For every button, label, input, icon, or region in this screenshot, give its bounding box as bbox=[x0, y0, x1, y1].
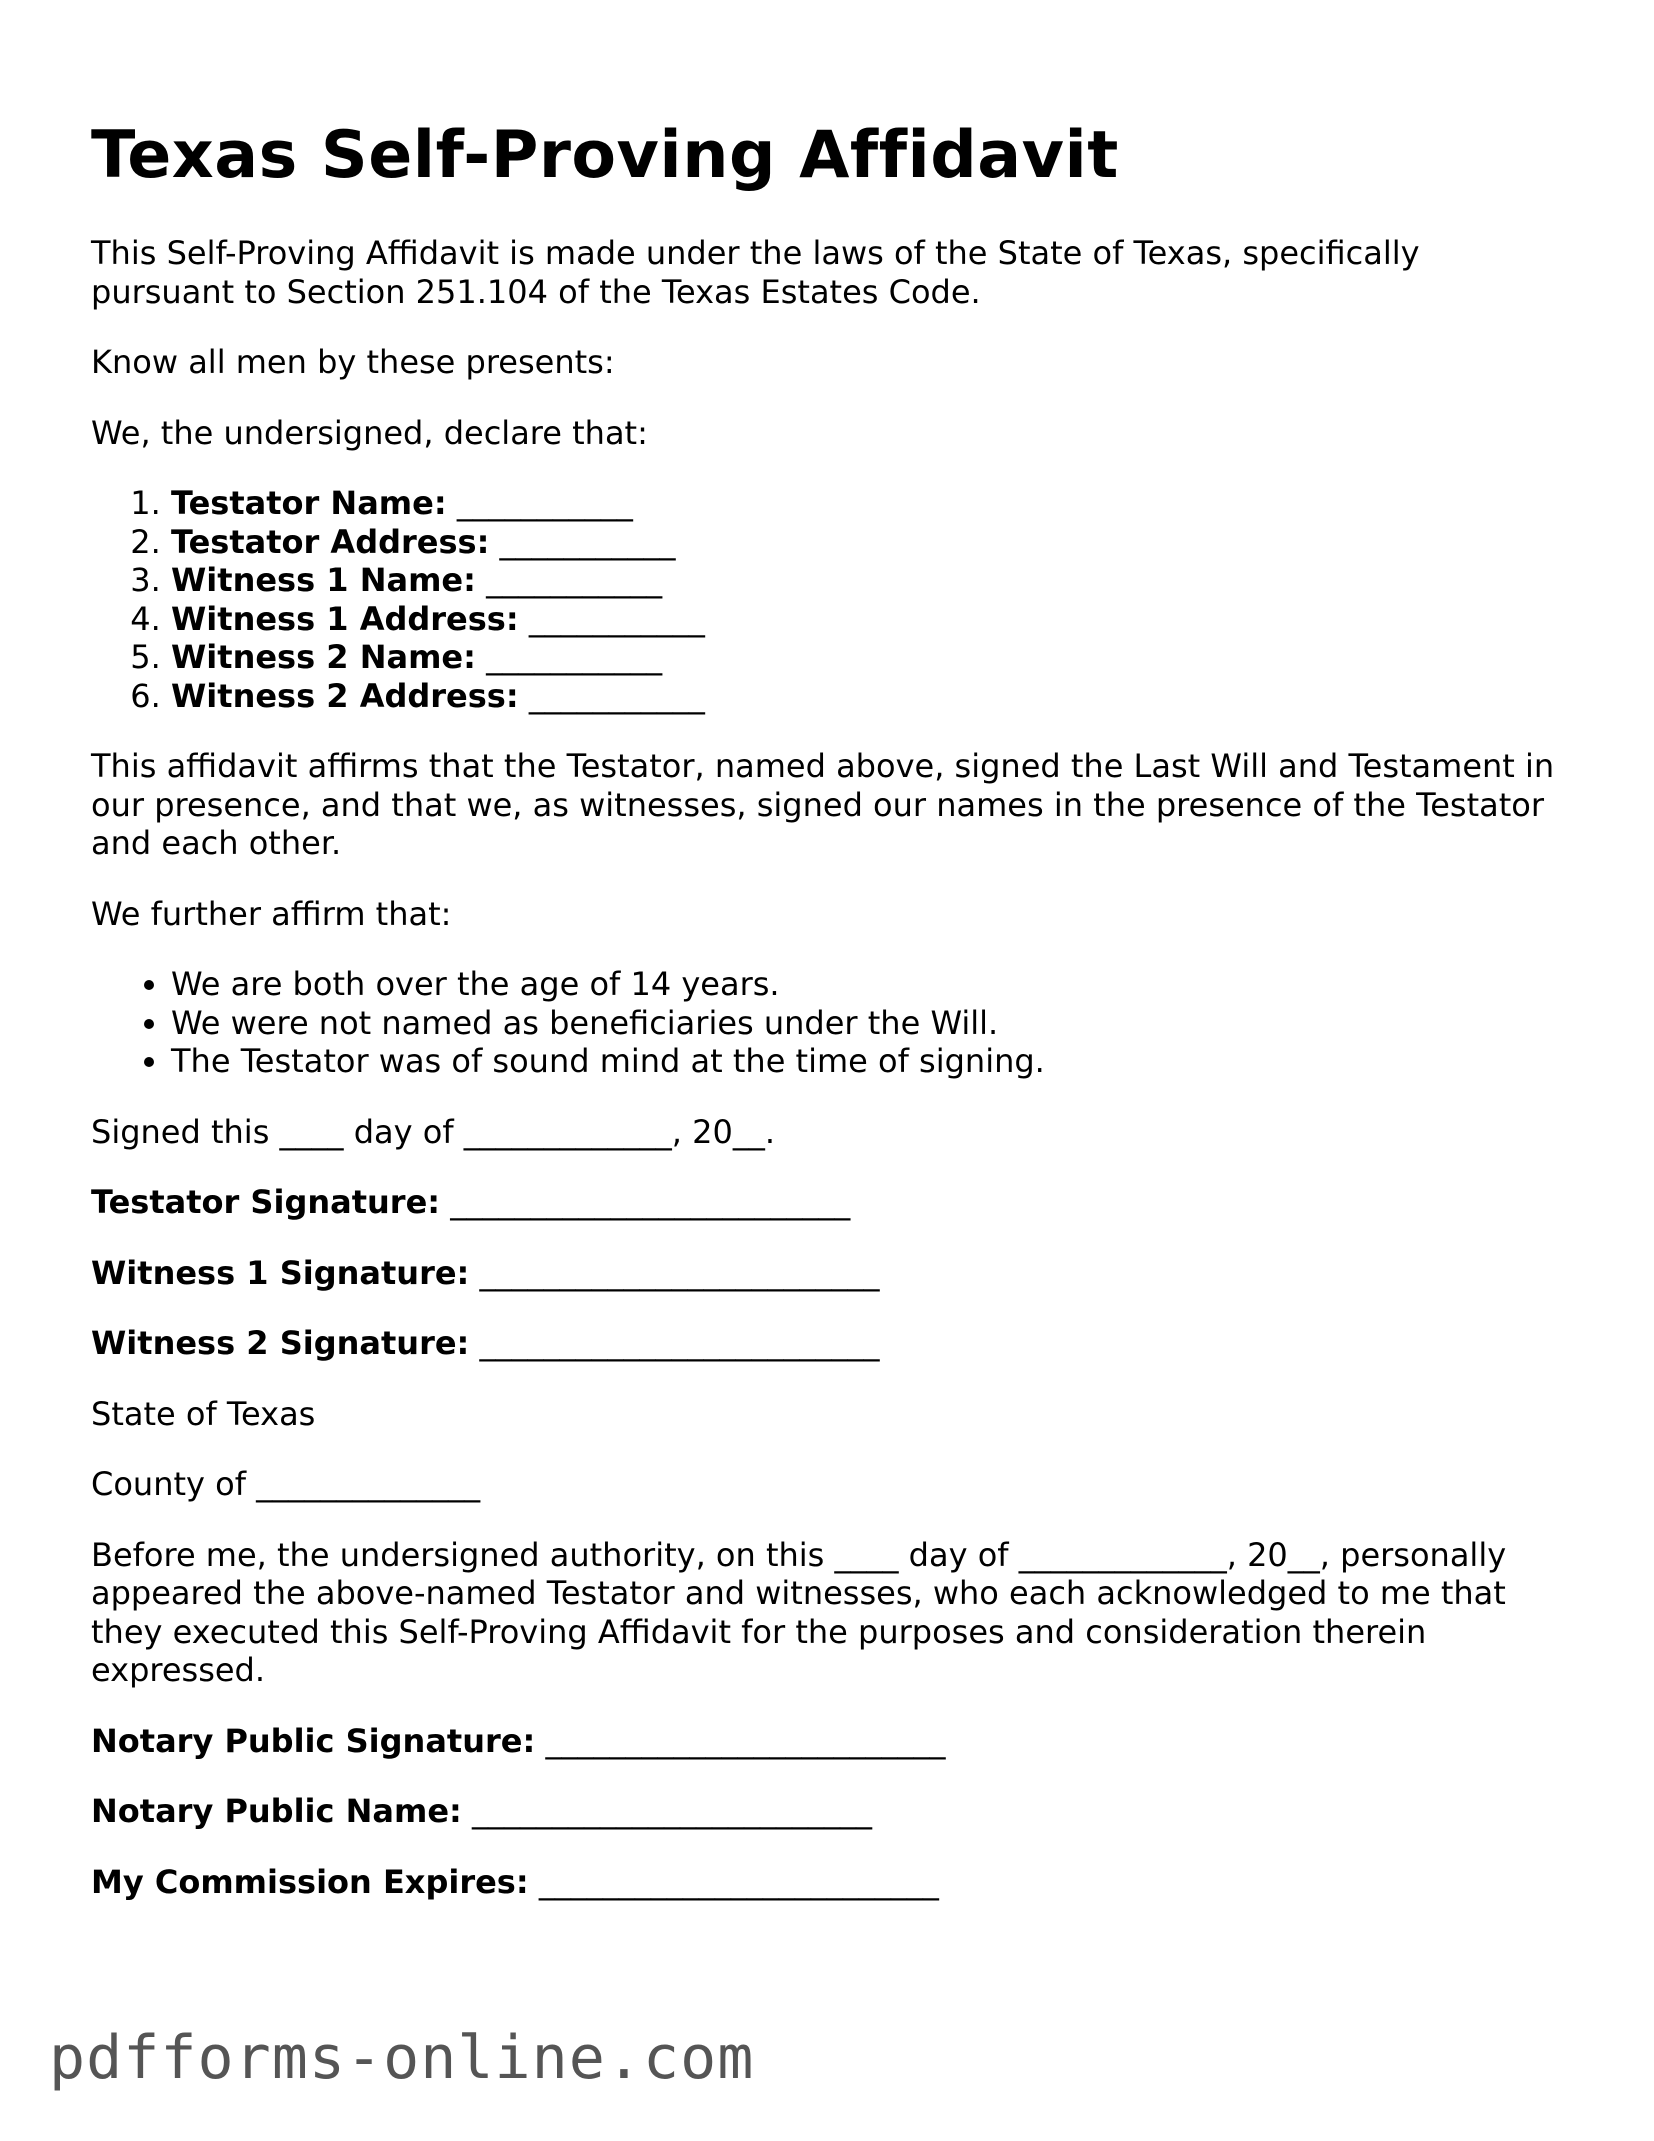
commission-expires-blank[interactable]: _________________________ bbox=[538, 1862, 939, 1901]
witness-1-signature-label: Witness 1 Signature: bbox=[91, 1253, 470, 1292]
document-page bbox=[91, 112, 1571, 1933]
affirm-paragraph: This affidavit affirms that the Testator, named above, signed the Last Will and Testament in our presence, and that we, as witnesses, signed our names in the presence of the Testator and each other. bbox=[91, 747, 1555, 862]
field-label-testator-name: Testator Name: bbox=[171, 484, 447, 522]
notary-signature-label: Notary Public Signature: bbox=[91, 1721, 536, 1760]
know-all-paragraph: Know all men by these presents: bbox=[91, 343, 615, 381]
notary-name-blank[interactable]: _________________________ bbox=[472, 1792, 873, 1830]
declaration-fields-list bbox=[91, 484, 1571, 715]
list-item bbox=[171, 600, 1571, 639]
testator-signature-blank[interactable]: _________________________ bbox=[450, 1183, 851, 1221]
notary-signature-blank[interactable]: _________________________ bbox=[545, 1721, 946, 1760]
state-line: State of Texas bbox=[91, 1394, 316, 1433]
field-blank-witness-1-address[interactable]: ___________ bbox=[528, 599, 705, 638]
list-item bbox=[171, 484, 1571, 523]
list-item: • The Testator was of sound mind at the time of signing. bbox=[171, 1042, 1571, 1081]
list-item: • We are both over the age of 14 years. bbox=[171, 965, 1571, 1004]
notary-name-label: Notary Public Name: bbox=[91, 1792, 462, 1830]
field-label-witness-1-name: Witness 1 Name: bbox=[171, 561, 476, 599]
witness-1-signature-blank[interactable]: _________________________ bbox=[479, 1253, 880, 1292]
witness-2-signature-blank[interactable]: _________________________ bbox=[479, 1324, 880, 1362]
field-label-witness-2-address: Witness 2 Address: bbox=[171, 676, 519, 715]
field-blank-witness-2-address[interactable]: ___________ bbox=[528, 676, 705, 715]
field-blank-testator-address[interactable]: ___________ bbox=[499, 522, 676, 561]
field-blank-testator-name[interactable]: ___________ bbox=[456, 484, 633, 522]
notary-name-line bbox=[91, 1792, 1571, 1831]
notary-paragraph: Before me, the undersigned authority, on this ____ day of _____________, 20__, personally appeared the above-named Testator and witnesses, who each acknowledged to me that they executed this Self-Proving Affidavit for the purposes and consideration therein expressed. bbox=[91, 1535, 1507, 1689]
signed-date-line[interactable]: Signed this ____ day of _____________, 20__. bbox=[91, 1112, 775, 1151]
commission-expires-line bbox=[91, 1863, 1571, 1902]
witness-2-signature-line bbox=[91, 1324, 1571, 1363]
declare-paragraph: We, the undersigned, declare that: bbox=[91, 413, 648, 452]
witness-2-signature-label: Witness 2 Signature: bbox=[91, 1324, 470, 1362]
site-watermark: pdfforms-online.com bbox=[49, 2023, 755, 2093]
field-blank-witness-1-name[interactable]: ___________ bbox=[486, 561, 663, 599]
list-item bbox=[171, 523, 1571, 562]
page-title: Texas Self-Proving Affidavit bbox=[91, 118, 1119, 193]
commission-expires-label: My Commission Expires: bbox=[91, 1862, 529, 1901]
witness-1-signature-line bbox=[91, 1254, 1571, 1293]
field-label-witness-1-address: Witness 1 Address: bbox=[171, 599, 519, 638]
list-item bbox=[171, 561, 1571, 600]
intro-paragraph: This Self-Proving Affidavit is made under the laws of the State of Texas, specifically pursuant to Section 251.104 of the Texas Estates Code. bbox=[91, 234, 1420, 311]
testator-signature-label: Testator Signature: bbox=[91, 1183, 441, 1221]
field-blank-witness-2-name[interactable]: ___________ bbox=[486, 638, 663, 676]
field-label-witness-2-name: Witness 2 Name: bbox=[171, 638, 476, 676]
list-item bbox=[171, 638, 1571, 677]
notary-signature-line bbox=[91, 1722, 1571, 1761]
further-affirm-paragraph: We further affirm that: bbox=[91, 894, 452, 933]
testator-signature-line bbox=[91, 1183, 1571, 1222]
list-item: • We were not named as beneficiaries under the Will. bbox=[171, 1004, 1571, 1043]
affirmations-list bbox=[91, 965, 1571, 1081]
county-line[interactable]: County of ______________ bbox=[91, 1465, 481, 1503]
list-item bbox=[171, 677, 1571, 716]
field-label-testator-address: Testator Address: bbox=[171, 522, 490, 561]
